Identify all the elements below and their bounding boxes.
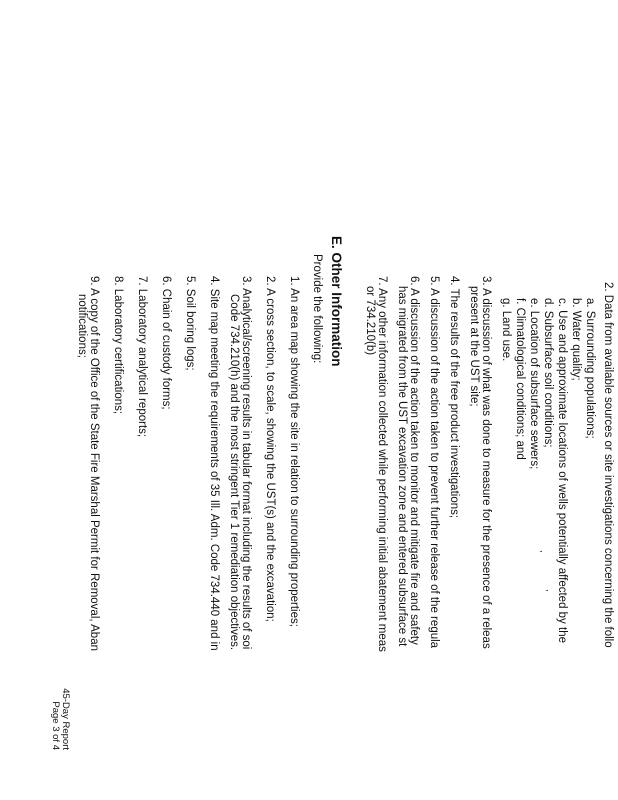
list-item: notifications; xyxy=(76,294,88,358)
list-item: 3. A discussion of what was done to measure for the presence of a releas xyxy=(480,276,492,649)
list-item: has migrated from the UST excavation zone and entered subsurface st xyxy=(396,286,408,647)
list-item: Code 734.210(h) and the most stringent Tier 1 remediation objectives. xyxy=(228,294,240,651)
list-item: or 734.210(b) xyxy=(364,286,376,356)
list-item: g. Land use. xyxy=(500,298,512,362)
list-item: d. Subsurface soil conditions; xyxy=(542,298,554,448)
list-item: 6. Chain of custody forms; xyxy=(160,276,172,410)
list-item: 7. Any other information collected while performing initial abatement meas xyxy=(376,276,388,652)
list-item: 2. Data from available sources or site investigations concerning the follo xyxy=(602,282,614,648)
footer-report-title: 45-Day Report xyxy=(60,688,71,750)
list-item: 8. Laboratory certifications; xyxy=(112,276,124,415)
list-item: 9. A copy of the Office of the State Fire Marshal Permit for Removal, Aban xyxy=(88,276,100,651)
list-item: e. Location of subsurface sewers; xyxy=(528,298,540,470)
page-footer xyxy=(50,640,70,750)
list-item: 3. Analytical/screening results in tabular format including the results of soi xyxy=(240,276,252,650)
top-mark-2: , xyxy=(539,550,549,553)
list-item: b. Water quality; xyxy=(570,298,582,381)
list-item: present at the UST site; xyxy=(468,286,480,407)
list-item: 5. Soil boring logs; xyxy=(184,276,196,371)
list-item: 4. Site map meeting the requirements of 35 Ill. Adm. Code 734.440 and in xyxy=(208,276,220,651)
section-intro: Provide the following: xyxy=(311,254,323,364)
list-item: 6. A discussion of the action taken to monitor and mitigate fire and safety xyxy=(408,276,420,645)
list-item: 1. An area map showing the site in relation to surrounding properties; xyxy=(288,276,300,627)
list-item: a. Surrounding populations; xyxy=(584,298,596,439)
section-heading: E. Other Information xyxy=(329,236,344,367)
list-item: f. Climatological conditions; and xyxy=(514,298,526,460)
list-item: 2. A cross section, to scale, showing the UST(s) and the excavation; xyxy=(264,276,276,622)
footer-page-number: Page 3 of 4 xyxy=(50,701,61,750)
list-item: 7. Laboratory analytical reports; xyxy=(136,276,148,438)
list-item: 4. The results of the free product investigations; xyxy=(448,276,460,519)
list-item: 5. A discussion of the action taken to prevent further release of the regula xyxy=(428,276,440,649)
list-item: c. Use and approximate locations of wells potentially affected by the xyxy=(556,298,568,643)
top-mark: , xyxy=(545,589,555,592)
